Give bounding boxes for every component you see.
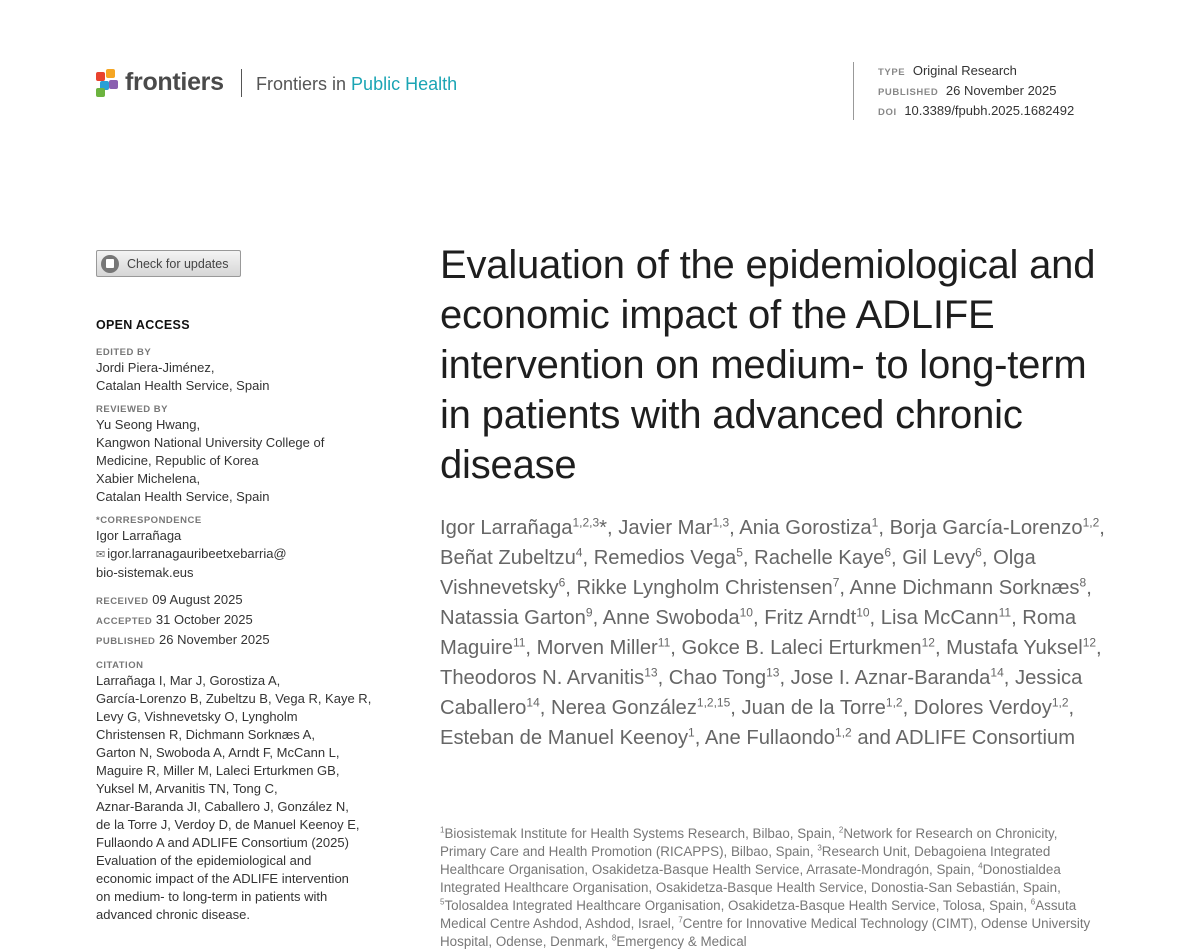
citation-line: on medium- to long-term in patients with <box>96 889 328 904</box>
meta-published <box>878 82 1074 102</box>
received-row <box>96 591 396 611</box>
author-entry <box>440 667 669 689</box>
editor-line: Catalan Health Service, Spain <box>96 378 270 393</box>
author-affiliation-marker: 11 <box>657 635 671 650</box>
author-name[interactable]: Rachelle Kaye <box>754 547 885 569</box>
article-meta <box>853 62 1074 120</box>
meta-type-label: TYPE <box>878 67 906 78</box>
affiliation-text: Emergency & Medical <box>616 934 747 949</box>
reviewer-line: Kangwon National University College of <box>96 435 325 450</box>
author-entry <box>849 577 1091 599</box>
affiliation-marker: 5 <box>440 897 445 907</box>
citation-line: Fullaondo A and ADLIFE Consortium (2025) <box>96 835 349 850</box>
author-entry <box>902 547 993 569</box>
author-name[interactable]: Javier Mar <box>618 517 713 539</box>
author-entry <box>741 697 913 719</box>
sidebar <box>96 316 396 924</box>
author-name[interactable]: Remedios Vega <box>593 547 737 569</box>
citation-line: García-Lorenzo B, Zubeltzu B, Vega R, Kaye R, <box>96 691 372 706</box>
author-entry <box>914 697 1074 719</box>
author-entry <box>739 517 889 539</box>
dates-block <box>96 591 396 651</box>
citation-line: Maguire R, Miller M, Laleci Erturkmen GB, <box>96 763 340 778</box>
citation-line: economic impact of the ADLIFE intervention <box>96 871 349 886</box>
author-affiliation-marker: 7 <box>832 575 840 590</box>
author-entry <box>681 637 946 659</box>
reviewed-by-label: REVIEWED BY <box>96 404 169 415</box>
author-affiliation-marker: 6 <box>884 545 892 560</box>
author-separator: , <box>525 637 537 659</box>
author-separator: , <box>779 667 791 689</box>
correspondence-email[interactable] <box>96 545 396 564</box>
author-affiliation-marker: 8 <box>1079 575 1087 590</box>
author-name[interactable]: Juan de la Torre <box>741 697 886 719</box>
meta-published-value: 26 November 2025 <box>945 83 1057 98</box>
author-separator: , <box>694 727 705 749</box>
reviewer-line: Xabier Michelena, <box>96 471 201 486</box>
author-name[interactable]: Olga Vishnevetsky <box>440 547 1036 599</box>
author-affiliation-marker: 5 <box>736 545 743 560</box>
citation-label: CITATION <box>96 660 144 671</box>
author-separator: , <box>752 607 765 629</box>
author-entry <box>881 607 1023 629</box>
author-entry <box>440 547 594 569</box>
meta-doi-link[interactable]: 10.3389/fpubh.2025.1682492 <box>904 103 1075 118</box>
mail-icon: ✉ <box>96 549 106 561</box>
author-name[interactable]: Anne Dichmann Sorknæs <box>849 577 1080 599</box>
author-affiliation-marker: 11 <box>512 635 526 650</box>
reviewer-line: Yu Seong Hwang, <box>96 417 201 432</box>
published-row <box>96 631 396 651</box>
accepted-value: 31 October 2025 <box>155 612 253 627</box>
affiliation-text: Donostialdea Integrated Healthcare Organisation, Osakidetza-Basque Health Service, Donostia-San Sebastián, Spain, <box>440 862 1061 895</box>
author-affiliation-marker: 1 <box>871 515 879 530</box>
author-entry <box>705 727 858 749</box>
accepted-label: ACCEPTED <box>96 616 153 627</box>
author-separator: , <box>1099 517 1105 539</box>
author-name[interactable]: Morven Miller <box>536 637 658 659</box>
published-label: PUBLISHED <box>96 636 156 647</box>
author-affiliation-marker: 6 <box>975 545 982 560</box>
affiliation-text: Biosistemak Institute for Health Systems Research, Bilbao, Spain, <box>444 826 839 841</box>
citation-line: de la Torre J, Verdoy D, de Manuel Keenoy E, <box>96 817 360 832</box>
author-affiliation-marker: 11 <box>998 605 1012 620</box>
affiliation-marker: 7 <box>678 915 683 925</box>
author-entry <box>946 637 1102 659</box>
affiliation-marker: 4 <box>978 861 983 871</box>
affiliations <box>440 825 1100 951</box>
author-entry <box>791 667 1015 689</box>
author-name[interactable]: Jessica Caballero <box>440 667 1083 719</box>
citation-line: Aznar-Baranda JI, Caballero J, González N, <box>96 799 349 814</box>
author-affiliation-marker: 13 <box>766 665 780 680</box>
meta-published-label: PUBLISHED <box>878 87 939 98</box>
affiliation-marker: 2 <box>838 825 844 835</box>
edited-by-list <box>96 359 396 395</box>
journal-name[interactable] <box>256 74 457 95</box>
author-separator: *, <box>599 517 619 539</box>
author-entry <box>890 517 1105 539</box>
author-separator: , <box>729 517 740 539</box>
check-for-updates-label: Check for updates <box>127 256 229 271</box>
author-separator: , <box>657 667 669 689</box>
author-name[interactable]: and ADLIFE Consortium <box>857 727 1076 749</box>
citation-line: Larrañaga I, Mar J, Gorostiza A, <box>96 673 281 688</box>
author-affiliation-marker: 1,2 <box>1082 515 1100 530</box>
author-separator: , <box>742 547 755 569</box>
received-value: 09 August 2025 <box>152 592 243 607</box>
author-name[interactable]: Ane Fullaondo <box>704 727 836 749</box>
author-separator: , <box>539 697 551 719</box>
author-affiliation-marker: 10 <box>739 605 753 620</box>
author-name[interactable]: Jose I. Aznar-Baranda <box>790 667 991 689</box>
author-entry <box>669 667 791 689</box>
citation-line: Evaluation of the epidemiological and <box>96 853 312 868</box>
author-name[interactable]: Borja García-Lorenzo <box>889 517 1083 539</box>
author-name[interactable]: Roma Maguire <box>440 607 1077 659</box>
author-affiliation-marker: 1,2 <box>885 695 903 710</box>
author-affiliation-marker: 14 <box>990 665 1004 680</box>
author-separator: , <box>878 517 890 539</box>
author-name[interactable]: Theodoros N. Arvanitis <box>440 667 645 689</box>
meta-doi <box>878 102 1074 122</box>
citation-text <box>96 672 396 924</box>
affiliation-marker: 8 <box>611 933 617 943</box>
citation-line: Levy G, Vishnevetsky O, Lyngholm <box>96 709 298 724</box>
reviewer-line: Catalan Health Service, Spain <box>96 489 270 504</box>
editor-line: Jordi Piera-Jiménez, <box>96 360 215 375</box>
journal-title: Public Health <box>351 74 458 94</box>
author-separator: , <box>565 577 577 599</box>
citation-line: Christensen R, Dichmann Sorknæs A, <box>96 727 315 742</box>
reviewed-by-list <box>96 416 396 506</box>
correspondence-name: Igor Larrañaga <box>96 528 182 543</box>
author-entry <box>576 577 849 599</box>
author-affiliation-marker: 1,2,15 <box>696 695 731 710</box>
author-affiliation-marker: 12 <box>1082 635 1097 650</box>
update-icon <box>101 255 119 273</box>
author-separator: , <box>869 607 881 629</box>
author-separator: , <box>839 577 850 599</box>
accepted-row <box>96 611 396 631</box>
author-separator: , <box>934 637 947 659</box>
edited-by-label: EDITED BY <box>96 347 152 358</box>
author-name[interactable]: Natassia Garton <box>440 607 586 629</box>
author-entry <box>603 607 765 629</box>
article-title: Evaluation of the epidemiological and economic impact of the ADLIFE intervention on medium- to long-term in patients with advanced chronic disease <box>440 243 1096 487</box>
author-separator: , <box>730 697 742 719</box>
correspondence-block <box>96 527 396 582</box>
author-separator: , <box>981 547 994 569</box>
citation-line: Yuksel M, Arvanitis TN, Tong C, <box>96 781 278 796</box>
author-entry <box>594 547 754 569</box>
author-separator: , <box>1068 697 1075 719</box>
reviewer-line: Medicine, Republic of Korea <box>96 453 259 468</box>
author-entry <box>754 547 902 569</box>
affiliation-text: Tolosaldea Integrated Healthcare Organisation, Osakidetza-Basque Health Service, Tolosa, Spain, <box>444 898 1031 913</box>
author-name[interactable]: Gil Levy <box>902 547 976 569</box>
frontiers-logo-icon <box>96 69 120 97</box>
author-separator: , <box>592 607 603 629</box>
author-entry <box>618 517 739 539</box>
author-affiliation-marker: 12 <box>921 635 935 650</box>
author-entry <box>857 727 1075 749</box>
author-affiliation-marker: 14 <box>526 695 540 710</box>
author-entry <box>764 607 881 629</box>
author-name[interactable]: Esteban de Manuel Keenoy <box>440 727 689 749</box>
author-entry <box>551 697 741 719</box>
author-entry <box>440 517 618 539</box>
affiliation-text: Centre for Innovative Medical Technology (CIMT), Odense University Hospital, Odense, Denmark, <box>440 916 1091 949</box>
affiliation-marker: 3 <box>817 843 822 853</box>
affiliation-text: Research Unit, Debagoiena Integrated Healthcare Organisation, Osakidetza-Basque Health Service, Arrasate-Mondragón, Spain, <box>440 844 1051 877</box>
frontiers-logo[interactable] <box>96 68 224 97</box>
author-separator: , <box>1003 667 1015 689</box>
email-line-1[interactable]: igor.larranagauribeetxebarria@ <box>107 546 287 561</box>
author-entry <box>537 637 682 659</box>
author-affiliation-marker: 1 <box>688 725 695 740</box>
author-affiliation-marker: 1,3 <box>712 515 730 530</box>
brand-name: frontiers <box>125 68 224 96</box>
author-separator: , <box>670 637 682 659</box>
author-separator: , <box>1011 607 1023 629</box>
author-separator: , <box>891 547 903 569</box>
author-affiliation-marker: 6 <box>558 575 566 590</box>
author-separator: , <box>582 547 594 569</box>
author-separator: , <box>1096 637 1102 659</box>
author-name[interactable]: Fritz Arndt <box>764 607 857 629</box>
check-for-updates-button[interactable] <box>96 250 241 277</box>
author-list <box>440 513 1120 753</box>
author-affiliation-marker: 10 <box>856 605 870 620</box>
affiliation-text: Network for Research on Chronicity, Primary Care and Health Promotion (RICAPPS), Bilbao, Spain, <box>440 826 1058 859</box>
author-name[interactable]: Nerea González <box>551 697 697 719</box>
author-name[interactable]: Rikke Lyngholm Christensen <box>576 577 833 599</box>
author-name[interactable]: Igor Larrañaga <box>440 517 573 539</box>
author-name[interactable]: Dolores Verdoy <box>913 697 1052 719</box>
citation-line: advanced chronic disease. <box>96 907 250 922</box>
meta-type <box>878 62 1074 82</box>
author-affiliation-marker: 1,2,3 <box>572 515 600 530</box>
author-name[interactable]: Chao Tong <box>668 667 767 689</box>
open-access-label: OPEN ACCESS <box>96 318 190 332</box>
author-name[interactable]: Anne Swoboda <box>602 607 740 629</box>
author-affiliation-marker: 13 <box>644 665 658 680</box>
received-label: RECEIVED <box>96 596 149 607</box>
author-name[interactable]: Lisa McCann <box>880 607 999 629</box>
journal-prefix: Frontiers in <box>256 74 347 94</box>
header-divider <box>241 69 242 97</box>
citation-line: Garton N, Swoboda A, Arndt F, McCann L, <box>96 745 340 760</box>
author-name[interactable]: Mustafa Yuksel <box>946 637 1083 659</box>
author-entry <box>440 607 603 629</box>
author-separator: , <box>1086 577 1092 599</box>
author-name[interactable]: Ania Gorostiza <box>739 517 872 539</box>
meta-type-value: Original Research <box>912 63 1017 78</box>
author-affiliation-marker: 9 <box>585 605 593 620</box>
author-affiliation-marker: 1,2 <box>835 725 852 740</box>
affiliation-marker: 6 <box>1030 897 1036 907</box>
author-name[interactable]: Gokce B. Laleci Erturkmen <box>681 637 922 659</box>
affiliation-text: Assuta Medical Centre Ashdod, Ashdod, Israel, <box>440 898 1077 931</box>
author-affiliation-marker: 1,2 <box>1051 695 1069 710</box>
meta-doi-label: DOI <box>878 107 897 118</box>
affiliation-marker: 1 <box>440 825 445 835</box>
author-affiliation-marker: 4 <box>575 545 583 560</box>
author-entry <box>440 727 705 749</box>
published-value: 26 November 2025 <box>159 632 270 647</box>
author-name[interactable]: Beñat Zubeltzu <box>440 547 576 569</box>
correspondence-label: *CORRESPONDENCE <box>96 515 202 526</box>
email-line-2[interactable]: bio-sistemak.eus <box>96 565 194 580</box>
author-separator: , <box>902 697 914 719</box>
